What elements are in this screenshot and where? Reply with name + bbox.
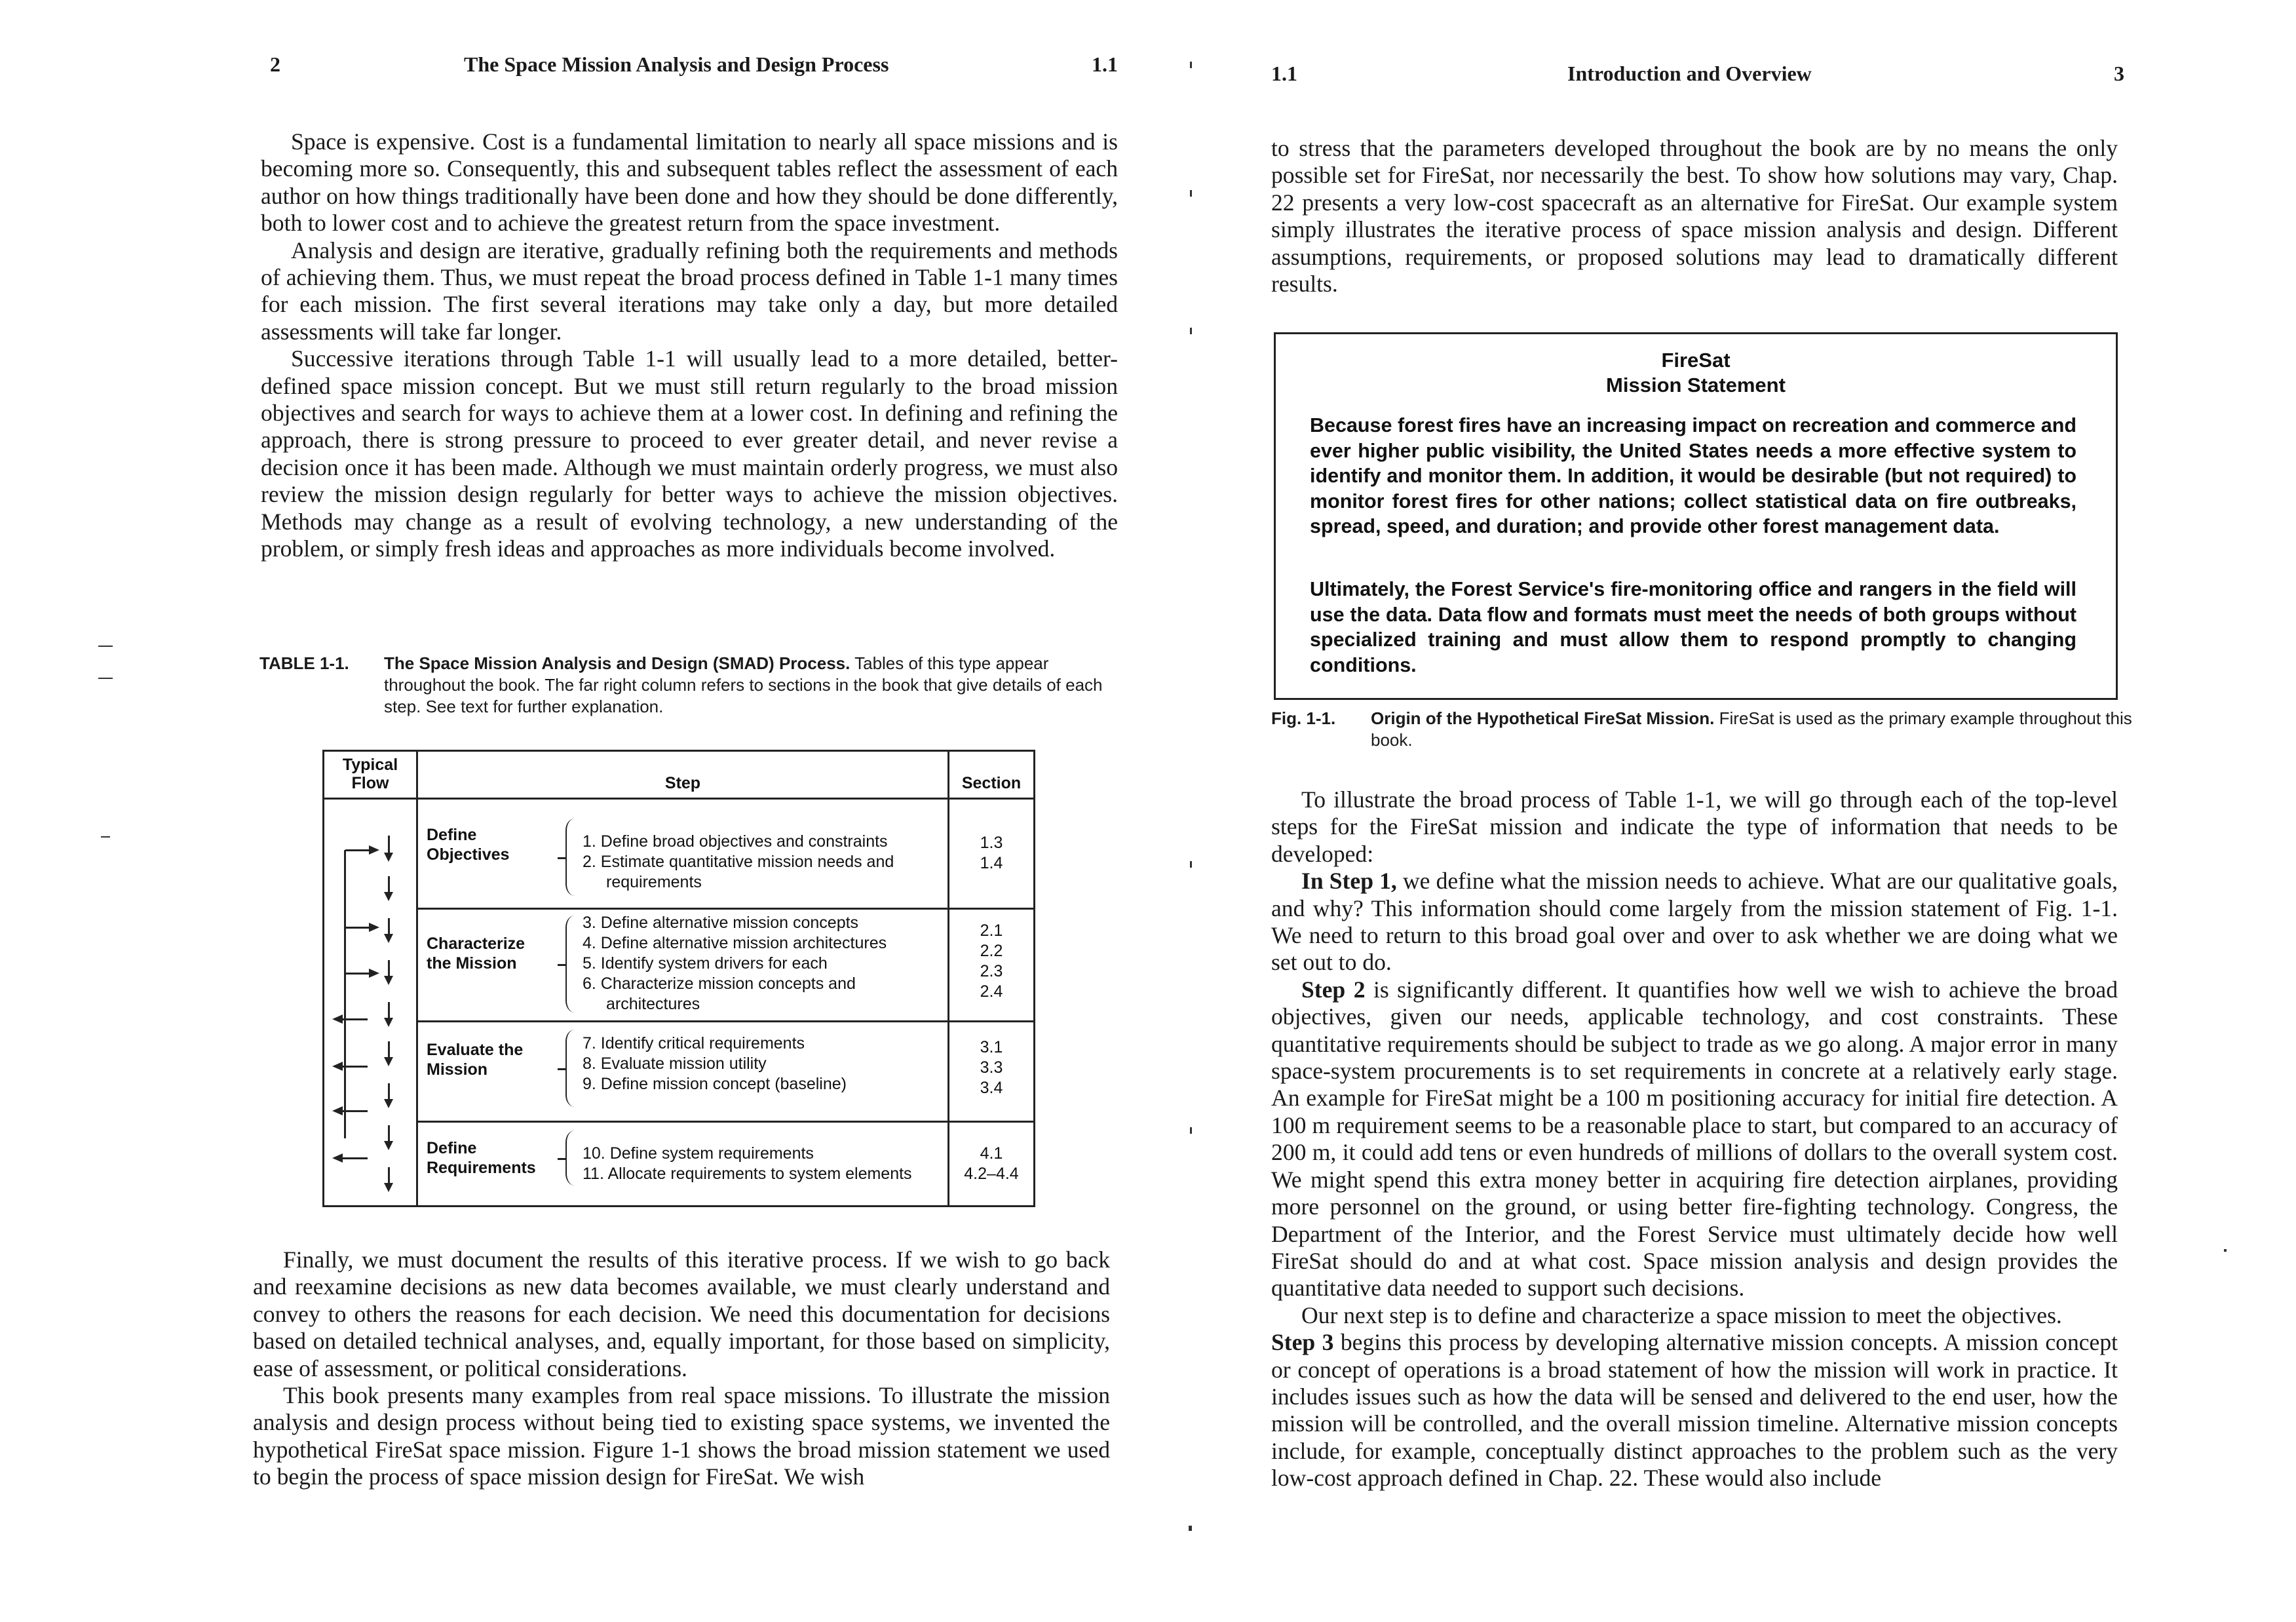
page-number: 2: [270, 52, 280, 76]
page-number: 3: [2114, 62, 2124, 85]
section-ref: 2.4: [980, 982, 1003, 1001]
step-list: [583, 1033, 943, 1094]
paragraph: [1271, 976, 2118, 1302]
section-list: [949, 1037, 1033, 1098]
group-label-characterize-mission: Characterize the Mission: [427, 935, 526, 973]
step-lead: In Step 1,: [1301, 868, 1397, 895]
section-ref: 4.1: [980, 1144, 1003, 1163]
table-label: TABLE 1-1.: [259, 653, 349, 673]
paragraph-text: we define what the mission needs to achieve. What are our qualitative goals, and why? This information should come largely from the mission statement of Fig. 1-1. We need to return to this broad goal over and over to ask whether we are doing what we set out to do.: [1271, 868, 2118, 976]
paragraph: Space is expensive. Cost is a fundamental limitation to nearly all space missions and is becoming more so. Consequently, this and subsequent tables reflect the assessment of each author on how things traditionally have been done and how they should be done differently, both to lower cost and to achieve the greatest return from the space investment.: [261, 128, 1118, 237]
paragraph-text: Our next step is to define and characterize a space mission to meet the objectives.: [1301, 1302, 2062, 1328]
mission-paragraph: Because forest fires have an increasing impact on recreation and commerce and ever higher public visibility, the United States needs a more effective system to identify and monitor them. In addition, it would be desirable (but not required) to monitor forest fires for other nations; collect statistical data on fire outbreaks, spread, speed, and duration; and provide other forest management data.: [1310, 414, 2076, 538]
step-item: 7. Identify critical requirements: [583, 1034, 805, 1052]
paragraph: to stress that the parameters developed throughout the book are by no means the only possible set for FireSat, nor necessarily the best. To show how solutions may vary, Chap. 22 presents a very low-cost spacecraft as an alternative for FireSat. Our example system simply illustrates the iterative process of space mission analysis and design. Different assumptions, requirements, or proposed solutions may lead to dramatically different results.: [1271, 135, 2118, 298]
step-item: 2. Estimate quantitative mission needs and requirements: [583, 853, 894, 891]
group-label-define-objectives: Define Objectives: [427, 826, 510, 864]
step-item: 5. Identify system drivers for each: [583, 954, 828, 973]
section-list: [949, 833, 1033, 874]
table-title: The Space Mission Analysis and Design (SMAD) Process.: [384, 653, 851, 673]
scan-mark: [1190, 861, 1192, 868]
section-ref: 2.3: [980, 962, 1003, 980]
scan-mark: [1189, 1526, 1192, 1531]
step-list: [583, 913, 943, 1014]
running-title: Introduction and Overview: [1567, 62, 1812, 85]
smad-process-table: [322, 750, 1035, 1207]
group-label-define-requirements: Define Requirements: [427, 1139, 536, 1177]
scan-mark: [1190, 328, 1192, 334]
step-item: 4. Define alternative mission architectures: [583, 934, 887, 952]
figure-label: Fig. 1-1.: [1271, 708, 1336, 728]
brace: [565, 1030, 576, 1107]
step-item: 3. Define alternative mission concepts: [583, 914, 859, 932]
brace: [565, 916, 576, 1013]
step-item: 1. Define broad objectives and constraints: [583, 832, 888, 851]
section-ref: 3.1: [980, 1038, 1003, 1056]
header-rule: [324, 798, 1033, 800]
step-item: 6. Characterize mission concepts and architectures: [583, 975, 856, 1013]
section-ref: 3.3: [980, 1058, 1003, 1077]
header-flow: Typical Flow: [342, 756, 398, 792]
row-rule: [416, 1020, 1033, 1022]
step-item: 9. Define mission concept (baseline): [583, 1075, 847, 1093]
figure-title: Origin of the Hypothetical FireSat Mission.: [1371, 708, 1715, 728]
section-ref: 1.3: [980, 834, 1003, 852]
paragraph-text: To illustrate the broad process of Table 1-1, we will go through each of the top-level steps for the FireSat mission and indicate the type of information that needs to be developed:: [1271, 786, 2118, 867]
row-rule: [416, 908, 1033, 910]
section-ref: 2.1: [980, 921, 1003, 940]
paragraph: [1271, 1302, 2118, 1329]
section-ref: 1.4: [980, 854, 1003, 872]
section-number: 1.1: [1271, 62, 1297, 85]
figure-caption-text: FireSat is used as the primary example throughout this book.: [1371, 708, 2132, 750]
paragraph: Analysis and design are iterative, gradually refining both the requirements and methods of achieving them. Thus, we must repeat the broad process defined in Table 1-1 many times for each mission. The first several iterations may take only a day, but more detailed assessments will take far longer.: [261, 237, 1118, 345]
mission-statement-box: [1274, 332, 2118, 700]
section-ref: 2.2: [980, 942, 1003, 960]
section-number: 1.1: [1092, 52, 1118, 76]
paragraph: Successive iterations through Table 1-1 will usually lead to a more detailed, better-defined space mission concept. But we must still return regularly to the broad mission objectives and search for ways to achieve them at a lower cost. In defining and refining the approach, there is strong pressure to proceed to ever greater detail, and never revise a decision once it has been made. Although we must maintain orderly progress, we must also review the mission design regularly for better ways to achieve the mission objectives. Methods may change as a result of evolving technology, a new understanding of the problem, or simply fresh ideas and approaches as more individuals become involved.: [261, 345, 1118, 562]
table-caption-text: Tables of this type appear throughout the book. The far right column refers to sections in the book that give details of each step. See text for further explanation.: [384, 653, 1103, 716]
brace: [565, 819, 576, 896]
box-subtitle: Mission Statement: [1606, 374, 1786, 396]
running-title: The Space Mission Analysis and Design Process: [464, 52, 889, 76]
section-list: [949, 1144, 1033, 1184]
section-list: [949, 921, 1033, 1002]
brace: [565, 1130, 576, 1186]
column-rule: [416, 752, 418, 1205]
body-text-top: [261, 128, 1118, 563]
scan-mark: [1190, 62, 1192, 68]
flow-rail: [344, 850, 346, 1138]
paragraph: [1271, 868, 2118, 976]
section-ref: 4.2–4.4: [964, 1165, 1019, 1183]
step-list: [583, 832, 943, 893]
scan-mark: [1190, 190, 1192, 197]
right-page: [1148, 0, 2296, 1622]
step-list: [583, 1144, 943, 1184]
scan-mark: [1190, 1127, 1192, 1134]
figure-caption: [1271, 708, 2162, 751]
scan-mark: [2224, 1249, 2227, 1252]
paragraph-text: is significantly different. It quantifies how well we wish to achieve the broad objectives, given our needs, applicable technology, and cost constraints. These quantitative requirements should be subject to trade as we go along. A major error in many space-system procurements is to set requirements in concrete at a relatively early stage. An example for FireSat might be a 100 m positioning accuracy for initial fire detection. A 100 m requirement seems to be a reasonable place to start, but compared to an accuracy of 200 m, it could add tens or even hundreds of millions of dollars to the overall system cost. We might spend this extra money better in acquiring fire detection airplanes, providing more personnel on the ground, or using better fire-fighting technology. Congress, the Department of the Interior, and the Forest Service must ultimately decide how well FireSat should do and at what cost. Space mission analysis and design provides the quantitative data needed to support such decisions.: [1271, 976, 2118, 1302]
header-step: Step: [664, 774, 701, 792]
scan-mark: [98, 678, 113, 679]
scan-mark: [98, 646, 113, 647]
step-item: 8. Evaluate mission utility: [583, 1054, 767, 1073]
paragraph: This book presents many examples from real space missions. To illustrate the mission analysis and design process without being tied to existing space systems, we invented the hypothetical FireSat space mission. Figure 1-1 shows the broad mission statement we used to begin the process of space mission design for FireSat. We wish: [253, 1382, 1110, 1490]
section-ref: 3.4: [980, 1079, 1003, 1097]
paragraph: [1271, 1329, 2118, 1492]
paragraph: [1271, 786, 2118, 868]
body-text-top: [1271, 135, 2118, 298]
step-item: 11. Allocate requirements to system elements: [583, 1165, 912, 1183]
step-item: 10. Define system requirements: [583, 1144, 814, 1163]
header-section: Section: [961, 774, 1022, 792]
body-text-main: [1271, 786, 2118, 1492]
scan-mark: [101, 836, 110, 838]
table-caption: [259, 653, 1118, 718]
step-lead: Step 3: [1271, 1329, 1334, 1356]
mission-paragraph: Ultimately, the Forest Service's fire-monitoring office and rangers in the field will use the data. Data flow and formats must meet the needs of both groups without specialized training and must allow them to respond promptly to changing conditions.: [1310, 578, 2076, 676]
step-lead: Step 2: [1301, 976, 1366, 1003]
body-text-bottom: [253, 1246, 1110, 1491]
paragraph-text: begins this process by developing alternative mission concepts. A mission concept or concept of operations is a broad statement of how the mission will work in practice. It includes issues such as how the data will be sensed and delivered to the end user, how the mission will be controlled, and the overall mission timeline. Alternative mission concepts include, for example, conceptually distinct approaches to the problem such as the very low-cost approach defined in Chap. 22. These would also include: [1271, 1329, 2118, 1492]
paragraph: Finally, we must document the results of this iterative process. If we wish to go back and reexamine decisions as new data becomes available, we must clearly understand and convey to others the reasons for each decision. We need this documentation for decisions based on detailed technical analyses, and, equally important, for those based on simplicity, ease of assessment, or political considerations.: [253, 1246, 1110, 1381]
row-rule: [416, 1121, 1033, 1123]
group-label-evaluate-mission: Evaluate the Mission: [427, 1041, 524, 1079]
box-title: FireSat: [1661, 349, 1731, 372]
